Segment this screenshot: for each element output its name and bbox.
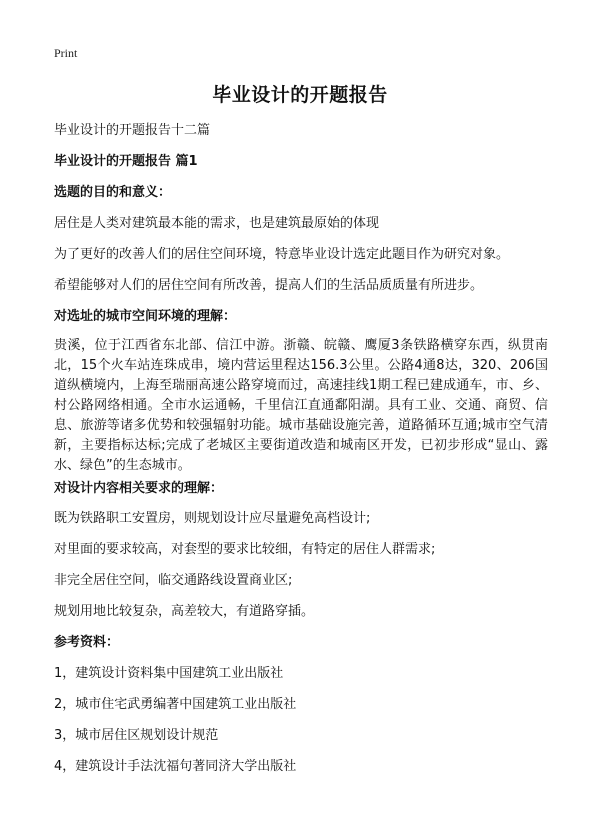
city-heading: 对选址的城市空间环境的理解：	[54, 309, 237, 324]
document-title: 毕业设计的开题报告	[212, 84, 388, 106]
references-heading: 参考资料：	[54, 635, 120, 650]
print-link[interactable]: Print	[54, 46, 78, 60]
requirement-line: 非完全居住空间，临交通路线设置商业区;	[54, 573, 293, 588]
purpose-line: 希望能够对人们的居住空间有所改善，提高人们的生活品质质量有所进步。	[54, 278, 484, 293]
section-heading: 毕业设计的开题报告 篇1	[54, 154, 198, 169]
requirement-line: 规划用地比较复杂，高差较大，有道路穿插。	[54, 604, 315, 619]
requirements-heading: 对设计内容相关要求的理解：	[54, 481, 224, 496]
reference-item: 4，建筑设计手法沈福句著同济大学出版社	[54, 759, 297, 774]
purpose-heading: 选题的目的和意义：	[54, 185, 172, 200]
reference-item: 3，城市居住区规划设计规范	[54, 728, 219, 743]
reference-item: 2，城市住宅武勇编著中国建筑工业出版社	[54, 697, 297, 712]
reference-item: 1，建筑设计资料集中国建筑工业出版社	[54, 666, 284, 681]
purpose-line: 居住是人类对建筑最本能的需求，也是建筑最原始的体现	[54, 216, 380, 231]
purpose-line: 为了更好的改善人们的居住空间环境，特意毕业设计选定此题目作为研究对象。	[54, 247, 510, 262]
requirement-line: 既为铁路职工安置房，则规划设计应尽量避免高档设计;	[54, 511, 371, 526]
city-paragraph: 贵溪，位于江西省东北部、信江中游。浙赣、皖赣、鹰厦3条铁路横穿东西，纵贯南北，15个火车站连珠成串，境内营运里程达156.3公里。公路4通8达，320、206国道纵横境内，上海至瑞丽高速公路穿境而过，高速挂线1期工程已建成通车，市、乡、村公路网络相通。全市水运通畅，千里信江直通鄱阳湖。具有工业、交通、商贸、信息、旅游等诸多优势和较强辐射功能。城市基础设施完善，道路循环互通;城市空气清新，主要指标达标;完成了老城区主要街道改造和城南区开发，已初步形成“显山、露水、绿色”的生态城市。	[54, 338, 548, 473]
requirement-line: 对里面的要求较高，对套型的要求比较细，有特定的居住人群需求;	[54, 542, 436, 557]
document-subtitle: 毕业设计的开题报告十二篇	[54, 123, 211, 138]
